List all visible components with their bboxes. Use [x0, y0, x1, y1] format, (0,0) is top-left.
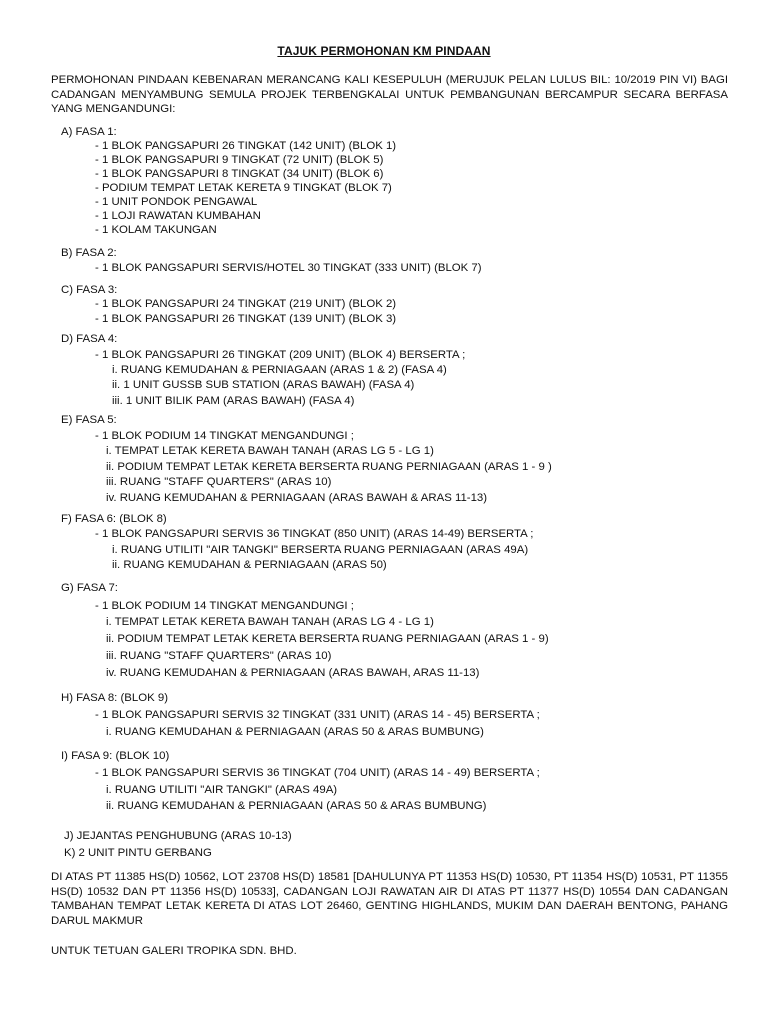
phase-heading: C) FASA 3:	[61, 284, 118, 296]
list-item: - 1 BLOK PANGSAPURI 26 TINGKAT (139 UNIT) (BLOK 3)	[95, 313, 397, 325]
phase-heading: G) FASA 7:	[61, 582, 118, 594]
list-item: - 1 BLOK PODIUM 14 TINGKAT MENGANDUNGI ;	[95, 600, 354, 612]
list-item: - 1 BLOK PANGSAPURI SERVIS 36 TINGKAT (704 UNIT) (ARAS 14 - 49) BERSERTA ;	[95, 767, 540, 779]
list-item: - 1 BLOK PANGSAPURI SERVIS 32 TINGKAT (331 UNIT) (ARAS 14 - 45) BERSERTA ;	[95, 709, 540, 721]
sub-item: i. RUANG UTILITI "AIR TANGKI" BERSERTA RUANG PERNIAGAAN (ARAS 49A)	[112, 544, 529, 556]
sub-item: iii. RUANG "STAFF QUARTERS" (ARAS 10)	[106, 650, 332, 662]
closing-line: UNTUK TETUAN GALERI TROPIKA SDN. BHD.	[51, 945, 297, 957]
phase-heading: F) FASA 6: (BLOK 8)	[61, 513, 167, 525]
list-item: - PODIUM TEMPAT LETAK KERETA 9 TINGKAT (BLOK 7)	[95, 182, 392, 194]
sub-item: i. TEMPAT LETAK KERETA BAWAH TANAH (ARAS LG 4 - LG 1)	[106, 616, 434, 628]
phase-heading: A) FASA 1:	[61, 126, 117, 138]
sub-item: i. RUANG KEMUDAHAN & PERNIAGAAN (ARAS 1 & 2) (FASA 4)	[112, 364, 447, 376]
list-item: - 1 BLOK PANGSAPURI 26 TINGKAT (209 UNIT) (BLOK 4) BERSERTA ;	[95, 349, 466, 361]
phase-heading: H) FASA 8: (BLOK 9)	[61, 692, 168, 704]
sub-item: iii. 1 UNIT BILIK PAM (ARAS BAWAH) (FASA 4)	[112, 395, 355, 407]
phase-heading: E) FASA 5:	[61, 414, 117, 426]
sub-item: i. RUANG KEMUDAHAN & PERNIAGAAN (ARAS 50 & ARAS BUMBUNG)	[106, 726, 484, 738]
sub-item: ii. 1 UNIT GUSSB SUB STATION (ARAS BAWAH) (FASA 4)	[112, 379, 415, 391]
list-item: - 1 BLOK PANGSAPURI SERVIS 36 TINGKAT (850 UNIT) (ARAS 14-49) BERSERTA ;	[95, 528, 534, 540]
phase-heading: J) JEJANTAS PENGHUBUNG (ARAS 10-13)	[64, 830, 292, 842]
sub-item: ii. RUANG KEMUDAHAN & PERNIAGAAN (ARAS 50)	[112, 559, 387, 571]
list-item: - 1 UNIT PONDOK PENGAWAL	[95, 196, 258, 208]
list-item: - 1 KOLAM TAKUNGAN	[95, 224, 217, 236]
list-item: - 1 BLOK PANGSAPURI 24 TINGKAT (219 UNIT) (BLOK 2)	[95, 298, 397, 310]
sub-item: i. TEMPAT LETAK KERETA BAWAH TANAH (ARAS LG 5 - LG 1)	[106, 445, 434, 457]
intro-paragraph: PERMOHONAN PINDAAN KEBENARAN MERANCANG KALI KESEPULUH (MERUJUK PELAN LULUS BIL: 10/2019 PIN VI) BAGI CADANGAN MENYAMBUNG SEMULA PROJEK TERBENGKALAI UNTUK PEMBANGUNAN BERCAMPUR SECARA BERFASA YANG MENGANDUNGI:	[51, 74, 728, 116]
list-item: - 1 BLOK PANGSAPURI 9 TINGKAT (72 UNIT) (BLOK 5)	[95, 154, 384, 166]
list-item: - 1 BLOK PANGSAPURI SERVIS/HOTEL 30 TINGKAT (333 UNIT) (BLOK 7)	[95, 262, 482, 274]
list-item: - 1 LOJI RAWATAN KUMBAHAN	[95, 210, 261, 222]
list-item: - 1 BLOK PANGSAPURI 8 TINGKAT (34 UNIT) (BLOK 6)	[95, 168, 384, 180]
list-item: - 1 BLOK PANGSAPURI 26 TINGKAT (142 UNIT) (BLOK 1)	[95, 140, 397, 152]
sub-item: ii. PODIUM TEMPAT LETAK KERETA BERSERTA RUANG PERNIAGAAN (ARAS 1 - 9)	[106, 633, 549, 645]
sub-item: ii. RUANG KEMUDAHAN & PERNIAGAAN (ARAS 50 & ARAS BUMBUNG)	[106, 800, 487, 812]
phase-heading: B) FASA 2:	[61, 247, 117, 259]
sub-item: ii. PODIUM TEMPAT LETAK KERETA BERSERTA RUANG PERNIAGAAN (ARAS 1 - 9 )	[106, 461, 552, 473]
sub-item: iv. RUANG KEMUDAHAN & PERNIAGAAN (ARAS BAWAH & ARAS 11-13)	[106, 492, 488, 504]
sub-item: i. RUANG UTILITI "AIR TANGKI" (ARAS 49A)	[106, 784, 338, 796]
sub-item: iii. RUANG "STAFF QUARTERS" (ARAS 10)	[106, 476, 332, 488]
phase-heading: I) FASA 9: (BLOK 10)	[61, 750, 170, 762]
list-item: - 1 BLOK PODIUM 14 TINGKAT MENGANDUNGI ;	[95, 430, 354, 442]
phase-heading: D) FASA 4:	[61, 333, 118, 345]
sub-item: iv. RUANG KEMUDAHAN & PERNIAGAAN (ARAS BAWAH, ARAS 11-13)	[106, 667, 480, 679]
document-title: TAJUK PERMOHONAN KM PINDAAN	[277, 44, 491, 58]
phase-heading: K) 2 UNIT PINTU GERBANG	[64, 847, 212, 859]
location-paragraph: DI ATAS PT 11385 HS(D) 10562, LOT 23708 HS(D) 18581 [DAHULUNYA PT 11353 HS(D) 10530, PT 11354 HS(D) 10531, PT 11355 HS(D) 10532 DAN PT 11356 HS(D) 10533], CADANGAN LOJI RAWATAN AIR DI ATAS PT 11377 HS(D) 10554 DAN CADANGAN TAMBAHAN TEMPAT LETAK KERETA DI ATAS LOT 26460, GENTING HIGHLANDS, MUKIM DAN DAERAH BENTONG, PAHANG DARUL MAKMUR	[51, 871, 728, 927]
